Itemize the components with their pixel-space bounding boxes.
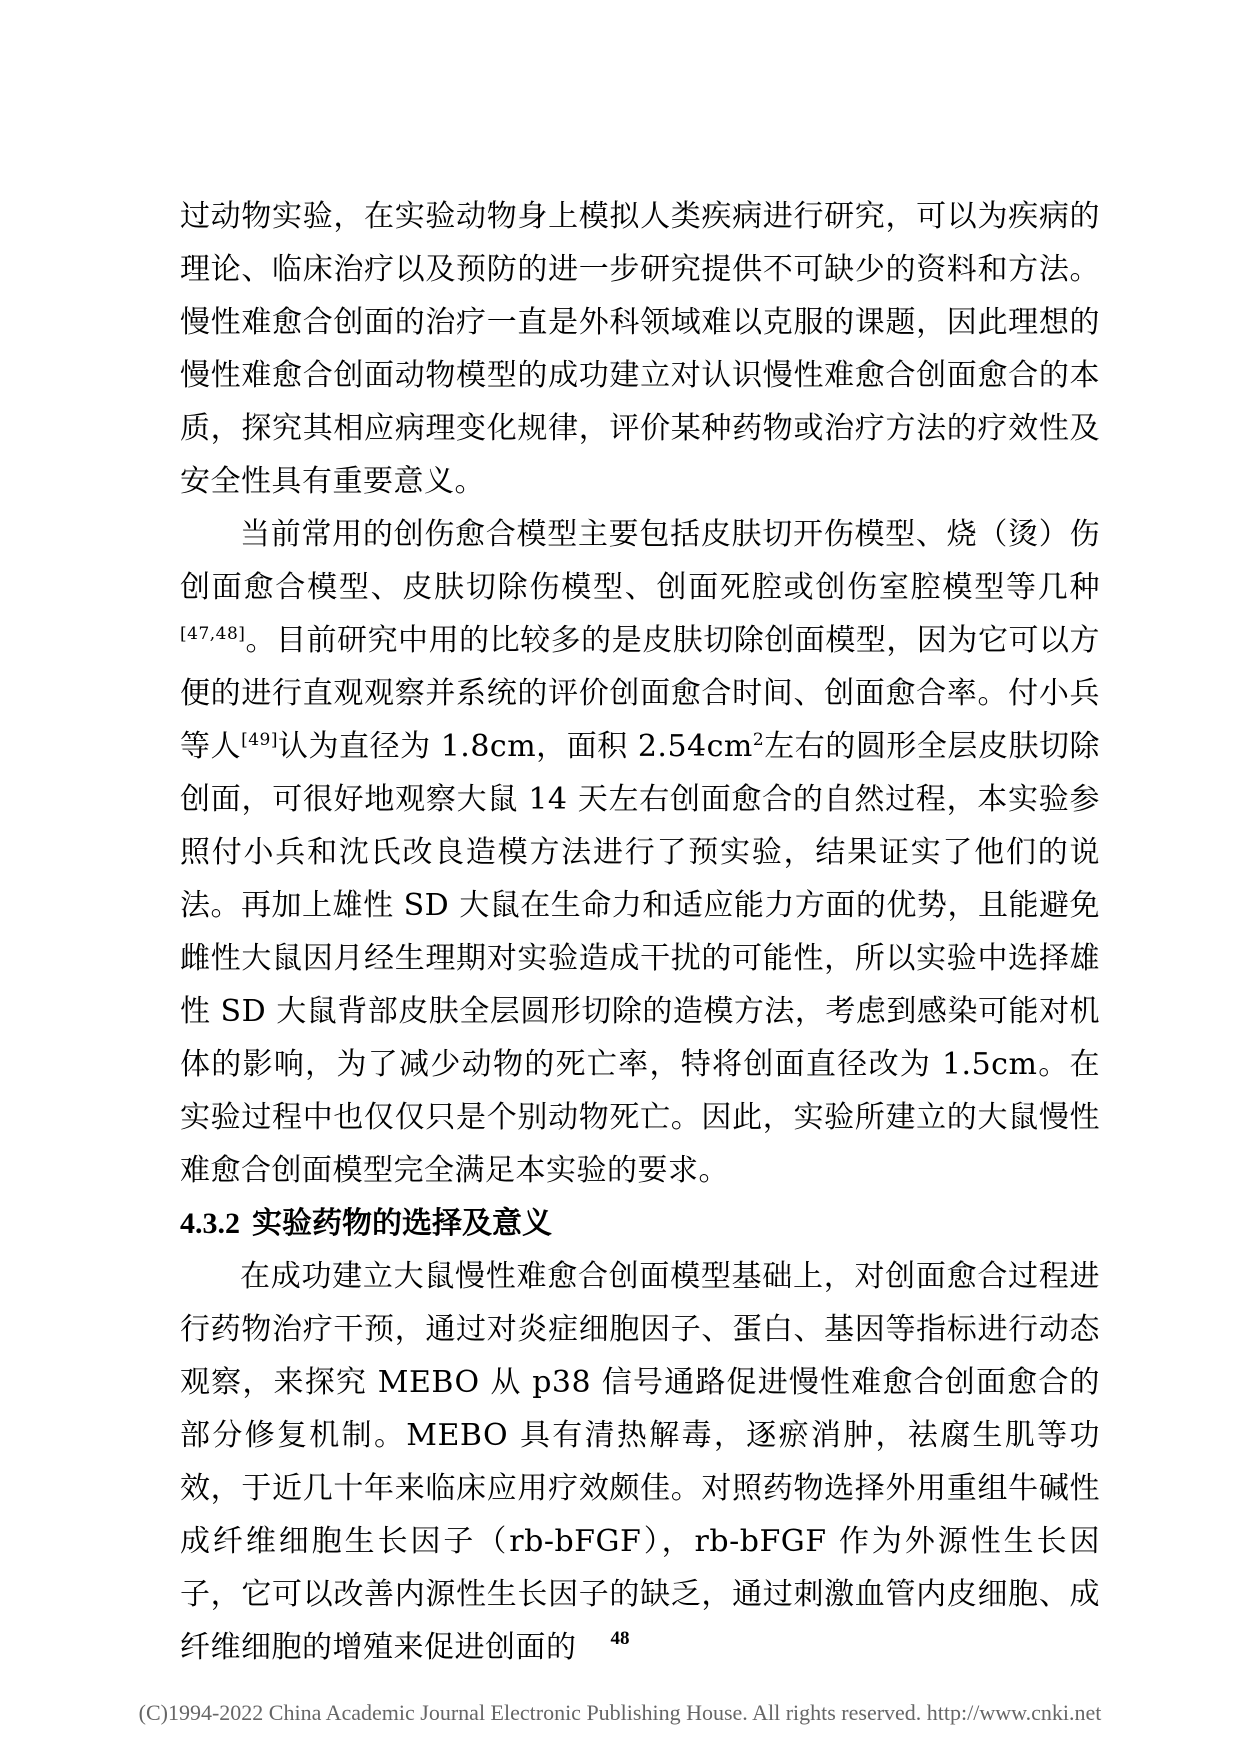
- paragraph-text: 左右的圆形全层皮肤切除创面，可很好地观察大鼠 14 天左右创面愈合的自然过程，本实验参照付小兵和沈氏改良造模方法进行了预实验，结果证实了他们的说法。再加上雄性 SD 大鼠在生命力和适应能力方面的优势，且能避免雌性大鼠因月经生理期对实验造成干扰的可能性，所以实验中选择雄性 SD 大鼠背部皮肤全层圆形切除的造模方法，考虑到感染可能对机体的影响，为了减少动物的死亡率，特将创面直径改为 1.5cm。在实验过程中也仅仅只是个别动物死亡。因此，实验所建立的大鼠慢性难愈合创面模型完全满足本实验的要求。: [180, 729, 1101, 1188]
- section-heading: [180, 1197, 1100, 1250]
- paragraph-text: 过动物实验，在实验动物身上模拟人类疾病进行研究，可以为疾病的理论、临床治疗以及预防的进一步研究提供不可缺少的资料和方法。慢性难愈合创面的治疗一直是外科领域难以克服的课题，因此理想的慢性难愈合创面动物模型的成功建立对认识慢性难愈合创面愈合的本质，探究其相应病理变化规律，评价某种药物或治疗方法的疗效性及安全性具有重要意义。: [180, 199, 1100, 499]
- paragraph: [180, 190, 1100, 508]
- paragraph-text: 认为直径为 1.8cm，面积 2.54cm: [277, 729, 753, 764]
- page-body: [180, 190, 1100, 1674]
- paragraph: [180, 1250, 1100, 1674]
- unit-superscript: 2: [752, 730, 765, 750]
- section-number: 4.3.2: [180, 1207, 240, 1240]
- section-title: 实验药物的选择及意义: [252, 1206, 552, 1241]
- paragraph-text: 当前常用的创伤愈合模型主要包括皮肤切开伤模型、烧（烫）伤创面愈合模型、皮肤切除伤模型、创面死腔或创伤室腔模型等几种: [180, 517, 1100, 605]
- page-number: 48: [610, 1628, 630, 1649]
- paragraph-text: 在成功建立大鼠慢性难愈合创面模型基础上，对创面愈合过程进行药物治疗干预，通过对炎症细胞因子、蛋白、基因等指标进行动态观察，来探究 MEBO 从 p38 信号通路促进慢性难愈合创面愈合的部分修复机制。MEBO 具有清热解毒，逐瘀消肿，祛腐生肌等功效，于近几十年来临床应用疗效颇佳。对照药物选择外用重组牛碱性成纤维细胞生长因子（rb-bFGF），rb-bFGF 作为外源性生长因子，它可以改善内源性生长因子的缺乏，通过刺激血管内皮细胞、成纤维细胞的增殖来促进创面的: [180, 1259, 1100, 1665]
- paragraph-text: 。目前研究中用的比较多的是皮肤切除创面模型，因为它可以方便的进行直观观察并系统的评价创面愈合时间、创面愈合率。付小兵等人: [180, 623, 1100, 764]
- citation-superscript: [49]: [241, 730, 278, 750]
- citation-superscript: [47,48]: [180, 624, 246, 644]
- paragraph: [180, 508, 1100, 1197]
- copyright-footer: (C)1994-2022 China Academic Journal Electronic Publishing House. All rights reserved. http://www.cnki.net: [138, 1700, 1102, 1725]
